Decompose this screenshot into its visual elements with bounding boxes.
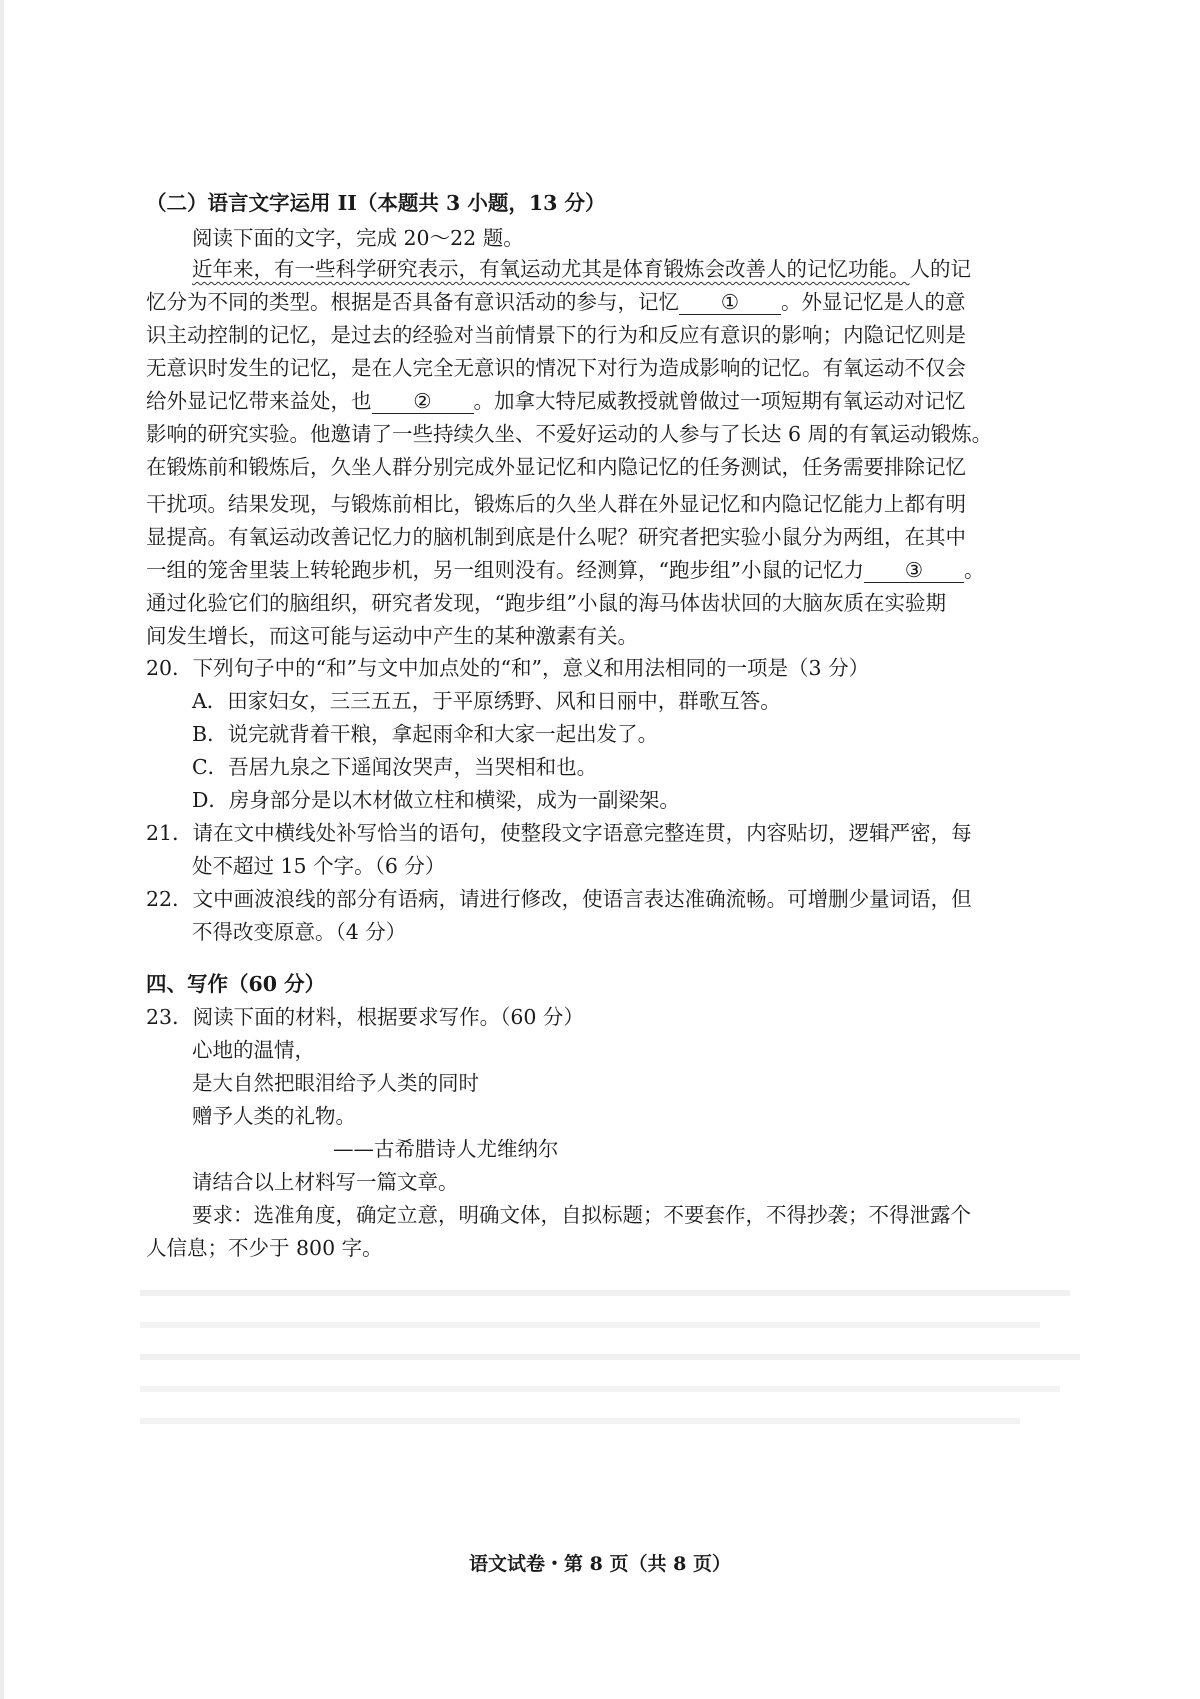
passage-line-6: 影响的研究实验。他邀请了一些持续久坐、不爱好运动的人参与了长达 6 周的有氧运动锻炼。 — [146, 422, 993, 446]
writing-task: 请结合以上材料写一篇文章。 — [192, 1170, 459, 1194]
bleed-line — [140, 1418, 1020, 1424]
section-two-instruction: 阅读下面的文字，完成 20～22 题。 — [192, 226, 524, 250]
question-20-option-d: D．房身部分是以木材做立柱和横梁，成为一副梁架。 — [192, 788, 680, 812]
question-22-line-1: 22．文中画波浪线的部分有语病，请进行修改，使语言表达准确流畅。可增删少量词语，但 — [146, 887, 972, 911]
poem-attribution: ——古希腊诗人尤维纳尔 — [333, 1137, 559, 1161]
passage-line-1: 近年来，有一些科学研究表示，有氧运动尤其是体育锻炼会改善人的记忆功能。人的记 — [192, 257, 971, 281]
question-20-stem: 20．下列句子中的“和”与文中加点处的“和”，意义和用法相同的一项是（3 分） — [146, 656, 870, 680]
poem-line-2: 是大自然把眼泪给予人类的同时 — [192, 1071, 479, 1095]
section-four-heading: 四、写作（60 分） — [146, 972, 326, 996]
page-footer: 语文试卷・第 8 页（共 8 页） — [469, 1553, 731, 1575]
passage-line-9: 显提高。有氧运动改善记忆力的脑机制到底是什么呢？研究者把实验小鼠分为两组，在其中 — [146, 525, 966, 549]
passage-line-11: 通过化验它们的脑组织，研究者发现，“跑步组”小鼠的海马体齿状回的大脑灰质在实验期 — [146, 591, 946, 615]
writing-requirements-line-2: 人信息；不少于 800 字。 — [146, 1236, 383, 1260]
bleed-line — [140, 1386, 1060, 1392]
bleed-line — [140, 1354, 1080, 1360]
passage-line-12: 间发生增长，而这可能与运动中产生的某种激素有关。 — [146, 624, 638, 648]
passage-line-8: 干扰项。结果发现，与锻炼前相比，锻炼后的久坐人群在外显记忆和内隐记忆能力上都有明 — [146, 492, 966, 516]
bleed-line — [140, 1290, 1070, 1296]
question-20-option-a: A．田家妇女，三三五五，于平原绣野、风和日丽中，群歌互答。 — [192, 689, 781, 713]
poem-line-3: 赠予人类的礼物。 — [192, 1104, 356, 1128]
question-21-line-1: 21．请在文中横线处补写恰当的语句，使整段文字语意完整连贯，内容贴切，逻辑严密，每 — [146, 821, 972, 845]
bleed-line — [140, 1322, 1040, 1328]
question-21-line-2: 处不超过 15 个字。（6 分） — [192, 854, 446, 878]
question-23-stem: 23．阅读下面的材料，根据要求写作。（60 分） — [146, 1005, 584, 1029]
poem-line-1: 心地的温情， — [192, 1038, 315, 1062]
blank-2: ② — [372, 389, 474, 414]
section-two-heading: （二）语言文字运用 II（本题共 3 小题，13 分） — [146, 191, 606, 215]
wavy-underlined-sentence: 近年来，有一些科学研究表示，有氧运动尤其是体育锻炼会改善人的记忆功能。 — [192, 257, 910, 281]
passage-line-4: 无意识时发生的记忆，是在人完全无意识的情况下对行为造成影响的记忆。有氧运动不仅会 — [146, 356, 966, 380]
passage-line-2: 忆分为不同的类型。根据是否具备有意识活动的参与，记忆 ① 。外显记忆是人的意 — [146, 290, 966, 314]
question-22-line-2: 不得改变原意。（4 分） — [192, 920, 407, 944]
passage-line-7: 在锻炼前和锻炼后，久坐人群分别完成外显记忆和内隐记忆的任务测试，任务需要排除记忆 — [146, 455, 966, 479]
question-20-option-b: B．说完就背着干粮，拿起雨伞和大家一起出发了。 — [192, 722, 659, 746]
passage-line-10: 一组的笼舍里装上转轮跑步机，另一组则没有。经测算，“跑步组”小鼠的记忆力 ③ 。 — [146, 558, 985, 582]
blank-1: ① — [679, 290, 781, 315]
passage-line-3: 识主动控制的记忆，是过去的经验对当前情景下的行为和反应有意识的影响；内隐记忆则是 — [146, 323, 966, 347]
blank-3: ③ — [864, 558, 964, 583]
writing-requirements-line-1: 要求：选准角度，确定立意，明确文体，自拟标题；不要套作，不得抄袭；不得泄露个 — [192, 1203, 971, 1227]
question-20-option-c: C．吾居九泉之下遥闻汝哭声，当哭相和也。 — [192, 755, 598, 779]
passage-line-5: 给外显记忆带来益处，也 ② 。加拿大特尼威教授就曾做过一项短期有氧运动对记忆 — [146, 389, 966, 413]
